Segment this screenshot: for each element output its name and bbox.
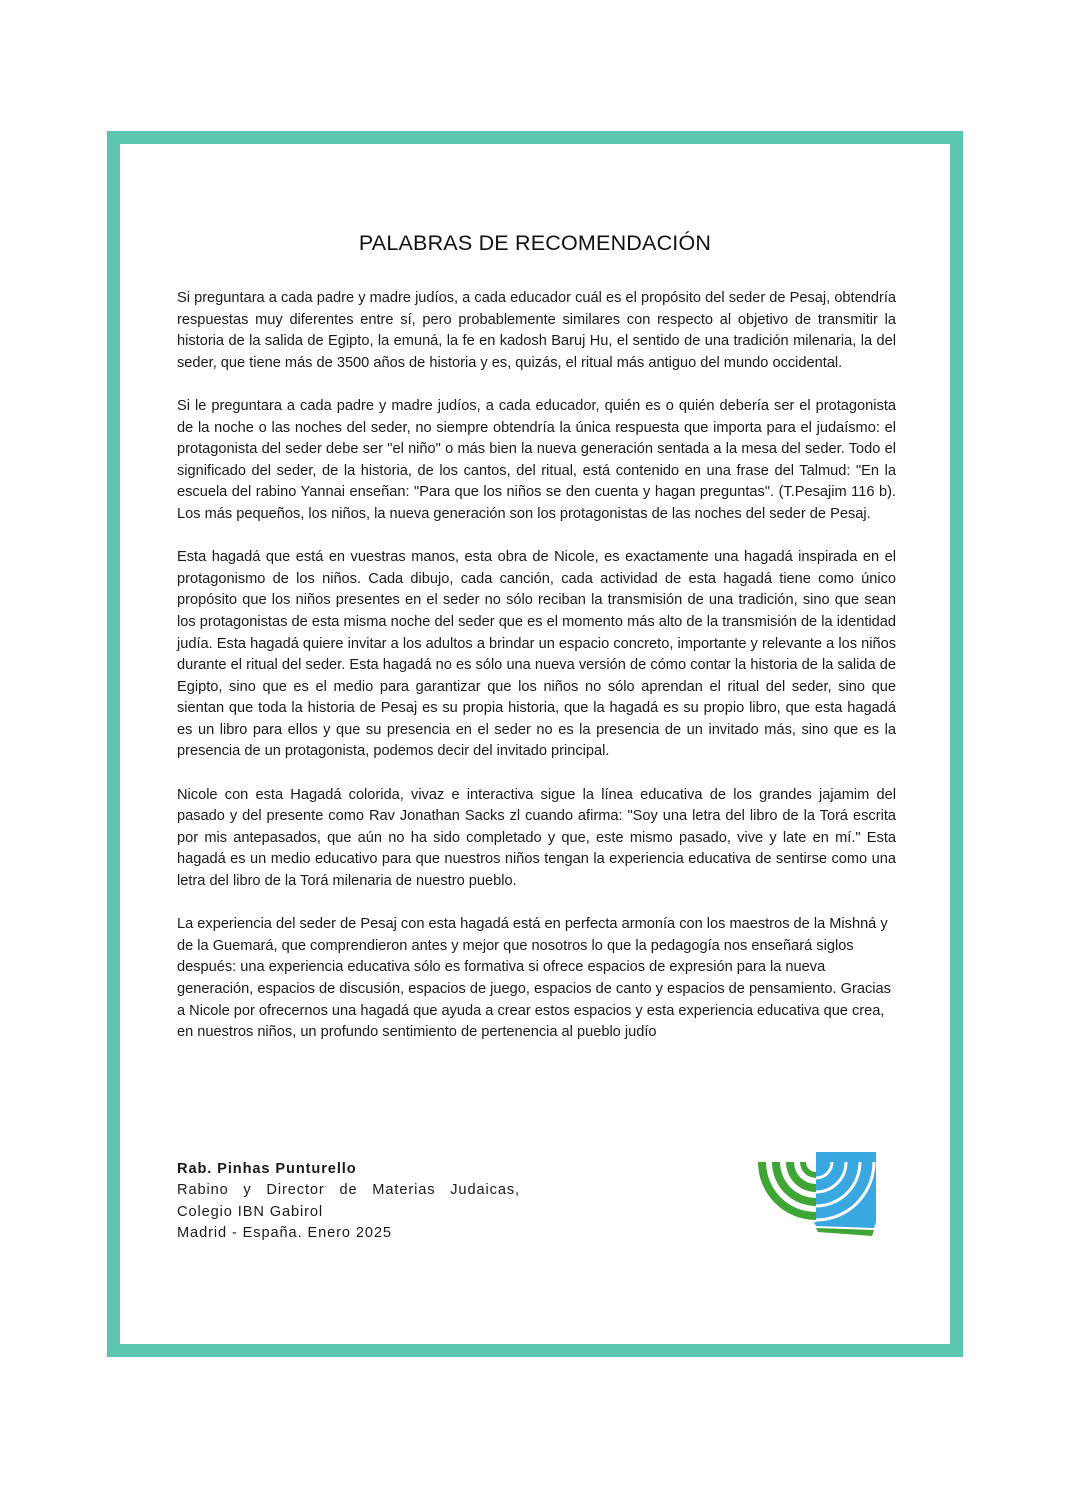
paragraph-3: Esta hagadá que está en vuestras manos, esta obra de Nicole, es exactamente una hagadá inspirada en el protagonismo de los niños. Cada dibujo, cada canción, cada actividad de esta hagadá tiene como único propósito que los niños presentes en el seder no sólo reciban la transmisión de una tradición, sino que sean los protagonistas de esta misma noche del seder que es el momento más alto de la transmisión de la identidad judía. Esta hagadá quiere invitar a los adultos a brindar un espacio concreto, importante y relevante a los niños durante el ritual del seder. Esta hagadá no es sólo una nueva versión de cómo contar la historia de la salida de Egipto, sino que es el medio para garantizar que los niños no sólo aprendan el ritual del seder, sino que sientan que toda la historia de Pesaj es su propia historia, que la hagadá es su propio libro, que esta hagadá es un libro para ellos y que su presencia en el seder no es la presencia de un invitado más, sino que es la presencia de un protagonista, podemos decir del invitado principal.	[177, 549, 896, 760]
paragraph-5: La experiencia del seder de Pesaj con esta hagadá está en perfecta armonía con los maestros de la Mishná y de la Guemará, que comprendieron antes y mejor que nosotros lo que la pedagogía nos enseñará siglos después: una experiencia educativa sólo es formativa si ofrece espacios de expresión para la nueva generación, espacios de discusión, espacios de juego, espacios de canto y espacios de pensamiento. Gracias a Nicole por ofrecernos una hagadá que ayuda a crear estos espacios y esta experiencia educativa que crea, en nuestros niños, un profundo sentimiento de pertenencia al pueblo judío	[177, 916, 891, 1041]
document-body	[177, 288, 896, 1065]
ibn-gabirol-logo-icon	[756, 1150, 880, 1242]
signature-role: Rabino y Director de Materias Judaicas,	[177, 1182, 520, 1199]
paragraph-1: Si preguntara a cada padre y madre judíos, a cada educador cuál es el propósito del seder de Pesaj, obtendría respuestas muy diferentes entre sí, pero probablemente similares con respecto al objetivo de transmitir la historia de la salida de Egipto, la emuná, la fe en kadosh Baruj Hu, el sentido de una tradición milenaria, la del seder, que tiene más de 3500 años de historia y es, quizás, el ritual más antiguo del mundo occidental.	[177, 290, 896, 371]
signature-place-date: Madrid - España. Enero 2025	[177, 1225, 392, 1242]
signature-block	[177, 1159, 537, 1245]
signature-institution: Colegio IBN Gabirol	[177, 1203, 324, 1220]
paragraph-2: Si le preguntara a cada padre y madre judíos, a cada educador, quién es o quién debería ser el protagonista de la noche o las noches del seder, no siempre obtendría la única respuesta que importa para el judaísmo: el protagonista del seder debe ser "el niño" o más bien la nueva generación sentada a la mesa del seder. Todo el significado del seder, de la historia, de los cantos, del ritual, está contenido en una frase del Talmud: "En la escuela del rabino Yannai enseñan: "Para que los niños se den cuenta y hagan preguntas". (T.Pesajim 116 b). Los más pequeños, los niños, la nueva generación son los protagonistas de las noches del seder de Pesaj.	[177, 397, 896, 522]
paragraph-4: Nicole con esta Hagadá colorida, vivaz e interactiva sigue la línea educativa de los grandes jajamim del pasado y del presente como Rav Jonathan Sacks zl cuando afirma: "Soy una letra del libro de la Torá escrita por mis antepasados, que aún no ha sido completado y que, este mismo pasado, vive y late en mí." Esta hagadá es un medio educativo para que nuestros niños tengan la experiencia educativa de sentirse como una letra del libro de la Torá milenaria de nuestro pueblo.	[177, 786, 896, 890]
page-title: PALABRAS DE RECOMENDACIÓN	[358, 231, 712, 255]
signature-name: Rab. Pinhas Punturello	[177, 1161, 357, 1177]
